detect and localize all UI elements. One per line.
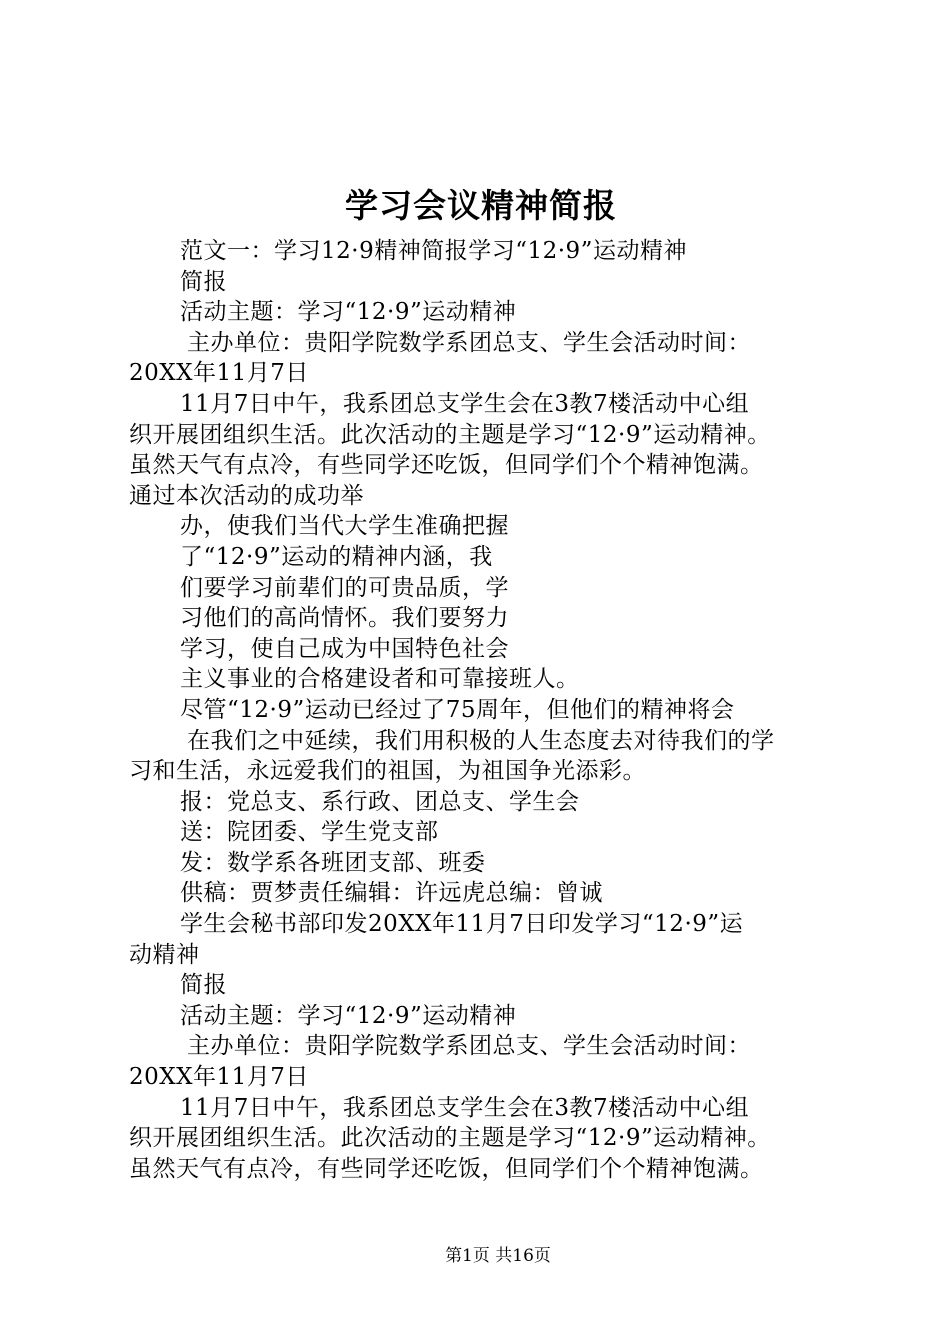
- text-line: 简报: [180, 268, 227, 295]
- text-line: 活动主题：学习“12·9”运动精神: [180, 299, 517, 326]
- text-line: 主办单位：贵阳学院数学系团总支、学生会活动时间：: [187, 1033, 751, 1060]
- text-line: 发：数学系各班团支部、班委: [180, 849, 486, 876]
- text-line: 11月7日中午，我系团总支学生会在3教7楼活动中心组: [180, 390, 750, 417]
- text-line: 习和生活，永远爱我们的祖国，为祖国争光添彩。: [129, 758, 646, 785]
- text-line: 虽然天气有点冷，有些同学还吃饭，但同学们个个精神饱满。: [129, 452, 764, 479]
- document-body: [129, 236, 849, 1184]
- text-line: 习他们的高尚情怀。我们要努力: [180, 605, 509, 632]
- page-footer: 第1页 共16页: [445, 1246, 551, 1266]
- text-line: 虽然天气有点冷，有些同学还吃饭，但同学们个个精神饱满。: [129, 1155, 764, 1182]
- text-line: 动精神: [129, 941, 200, 968]
- text-line: 尽管“12·9”运动已经过了75周年，但他们的精神将会: [180, 696, 735, 723]
- text-line: 了“12·9”运动的精神内涵，我: [180, 543, 493, 570]
- text-line: 织开展团组织生活。此次活动的主题是学习“12·9”运动精神。: [129, 1125, 771, 1152]
- text-line: 活动主题：学习“12·9”运动精神: [180, 1002, 517, 1029]
- text-line: 学习，使自己成为中国特色社会: [180, 635, 509, 662]
- text-line: 主办单位：贵阳学院数学系团总支、学生会活动时间：: [187, 329, 751, 356]
- text-line: 20XX年11月7日: [129, 360, 309, 387]
- document-title: 学习会议精神简报: [345, 186, 617, 225]
- text-line: 简报: [180, 972, 227, 999]
- text-line: 供稿：贾梦责任编辑：许远虎总编：曾诚: [180, 880, 603, 907]
- text-line: 送：院团委、学生党支部: [180, 819, 439, 846]
- text-line: 报：党总支、系行政、团总支、学生会: [180, 788, 580, 815]
- text-line: 主义事业的合格建设者和可靠接班人。: [180, 666, 580, 693]
- text-line: 学生会秘书部印发20XX年11月7日印发学习“12·9”运: [180, 911, 744, 938]
- text-line: 在我们之中延续，我们用积极的人生态度去对待我们的学: [187, 727, 775, 754]
- text-line: 们要学习前辈们的可贵品质，学: [180, 574, 509, 601]
- text-line: 11月7日中午，我系团总支学生会在3教7楼活动中心组: [180, 1094, 750, 1121]
- text-line: 通过本次活动的成功举: [129, 482, 364, 509]
- text-line: 办，使我们当代大学生准确把握: [180, 513, 509, 540]
- text-line: 20XX年11月7日: [129, 1064, 309, 1091]
- text-line: 范文一：学习12·9精神简报学习“12·9”运动精神: [180, 238, 687, 264]
- text-line: 织开展团组织生活。此次活动的主题是学习“12·9”运动精神。: [129, 421, 771, 448]
